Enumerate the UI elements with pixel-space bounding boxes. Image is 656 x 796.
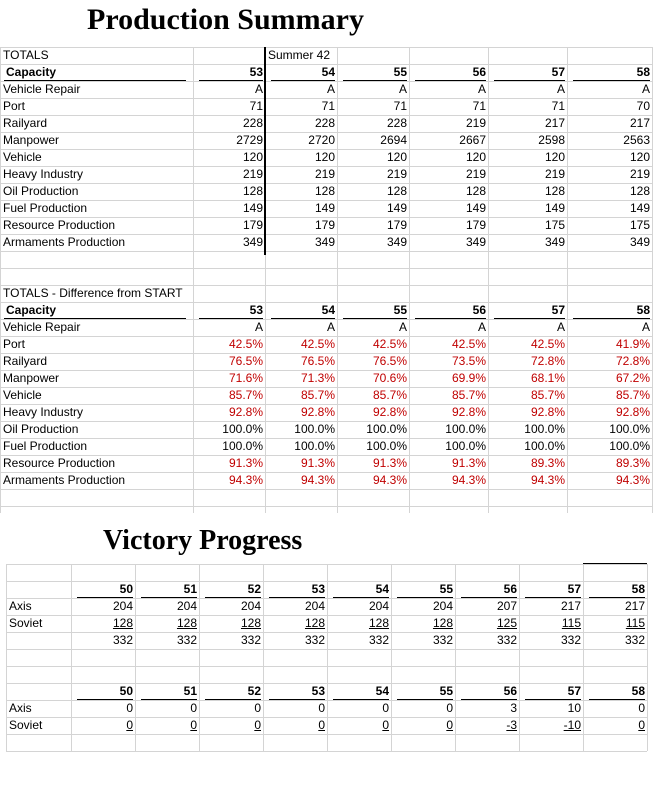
gridline-h <box>0 506 652 507</box>
turn-header: 56 <box>472 65 486 79</box>
axis-points: 204 <box>368 599 389 613</box>
total-points: 332 <box>240 633 261 647</box>
value-cell: 219 <box>242 167 263 181</box>
value-cell: 149 <box>386 201 407 215</box>
gridline-v <box>652 47 653 513</box>
turn-header: 55 <box>393 65 407 79</box>
value-cell: A <box>398 82 407 96</box>
diff-value-cell: A <box>326 320 335 334</box>
value-cell: 70 <box>636 99 650 113</box>
diff-value-cell: 100.0% <box>294 422 335 436</box>
diff-value-cell: A <box>254 320 263 334</box>
diff-value-cell: 72.8% <box>530 354 565 368</box>
diff-value-cell: 100.0% <box>222 439 263 453</box>
totals-label: TOTALS <box>3 48 49 62</box>
victory-turn-header: 55 <box>439 684 453 698</box>
total-points: 332 <box>560 633 581 647</box>
row-label: Heavy Industry <box>3 167 84 181</box>
diff-value-cell: 89.3% <box>530 456 565 470</box>
totals-capacity-header: Capacity <box>6 65 57 79</box>
turn-header: 55 <box>393 303 407 317</box>
victory-turn-header: 55 <box>439 582 453 596</box>
diff-value-cell: 94.3% <box>300 473 335 487</box>
axis-change: 0 <box>638 701 645 715</box>
value-cell: 217 <box>544 116 565 130</box>
turn-header: 53 <box>249 65 263 79</box>
value-cell: 228 <box>386 116 407 130</box>
diff-value-cell: 94.3% <box>615 473 650 487</box>
diff-value-cell: 42.5% <box>372 337 407 351</box>
diff-row-label: Port <box>3 337 26 351</box>
victory-turn-header: 54 <box>375 684 389 698</box>
axis-points: 204 <box>240 599 261 613</box>
diff-value-cell: 94.3% <box>530 473 565 487</box>
axis-label: Axis <box>9 599 32 613</box>
value-cell: 149 <box>629 201 650 215</box>
value-cell: 2694 <box>380 133 407 147</box>
victory-progress-title: Victory Progress <box>103 525 303 556</box>
diff-row-label: Fuel Production <box>3 439 88 453</box>
diff-value-cell: 70.6% <box>372 371 407 385</box>
total-points: 332 <box>496 633 517 647</box>
gridline-v <box>647 564 648 751</box>
soviet-change: 0 <box>638 718 645 732</box>
value-cell: 349 <box>629 235 650 249</box>
victory-turn-header: 57 <box>567 684 581 698</box>
diff-value-cell: A <box>556 320 565 334</box>
value-cell: 349 <box>314 235 335 249</box>
diff-value-cell: 100.0% <box>445 422 486 436</box>
diff-value-cell: 85.7% <box>228 388 263 402</box>
row-label: Armaments Production <box>3 235 126 249</box>
axis-points: 204 <box>304 599 325 613</box>
soviet-change: -10 <box>563 718 581 732</box>
value-cell: 179 <box>465 218 486 232</box>
axis-change: 0 <box>318 701 325 715</box>
diff-value-cell: 100.0% <box>366 422 407 436</box>
row-label: Vehicle <box>3 150 42 164</box>
value-cell: 120 <box>544 150 565 164</box>
diff-value-cell: A <box>477 320 486 334</box>
total-points: 332 <box>624 633 645 647</box>
victory-turn-header: 50 <box>119 582 133 596</box>
value-cell: 349 <box>242 235 263 249</box>
diff-value-cell: 69.9% <box>451 371 486 385</box>
row-label: Vehicle Repair <box>3 82 81 96</box>
axis-change: 0 <box>126 701 133 715</box>
gridline-h <box>0 251 652 252</box>
value-cell: 120 <box>465 150 486 164</box>
diff-value-cell: 92.8% <box>372 405 407 419</box>
soviet-points: 128 <box>304 616 325 630</box>
turn-header: 58 <box>636 65 650 79</box>
value-cell: 349 <box>386 235 407 249</box>
soviet-label: Soviet <box>9 616 43 630</box>
turn-header: 56 <box>472 303 486 317</box>
soviet-change: 0 <box>190 718 197 732</box>
diff-value-cell: 71.6% <box>228 371 263 385</box>
value-cell: 228 <box>242 116 263 130</box>
diff-value-cell: 91.3% <box>228 456 263 470</box>
soviet-points: 115 <box>561 616 581 630</box>
diff-value-cell: 42.5% <box>300 337 335 351</box>
diff-value-cell: 42.5% <box>451 337 486 351</box>
value-cell: 219 <box>629 167 650 181</box>
axis-points: 207 <box>496 599 517 613</box>
turn-header: 54 <box>321 303 335 317</box>
diff-value-cell: 72.8% <box>615 354 650 368</box>
value-cell: 128 <box>314 184 335 198</box>
axis-points: 217 <box>624 599 645 613</box>
row-label: Fuel Production <box>3 201 88 215</box>
diff-value-cell: 92.8% <box>530 405 565 419</box>
value-cell: 219 <box>544 167 565 181</box>
diff-value-cell: 100.0% <box>524 422 565 436</box>
soviet-points: 128 <box>368 616 389 630</box>
value-cell: 228 <box>314 116 335 130</box>
total-points: 332 <box>176 633 197 647</box>
diff-row-label: Heavy Industry <box>3 405 84 419</box>
soviet-change: 0 <box>318 718 325 732</box>
axis-change: 10 <box>567 701 581 715</box>
diff-value-cell: A <box>398 320 407 334</box>
total-points: 332 <box>368 633 389 647</box>
value-cell: A <box>254 82 263 96</box>
victory-turn-header: 51 <box>183 684 197 698</box>
value-cell: 128 <box>629 184 650 198</box>
soviet-change-label: Soviet <box>9 718 43 732</box>
value-cell: 71 <box>472 99 486 113</box>
value-cell: 120 <box>314 150 335 164</box>
victory-turn-header: 50 <box>119 684 133 698</box>
value-cell: 128 <box>465 184 486 198</box>
axis-change-label: Axis <box>9 701 32 715</box>
turn-header: 53 <box>249 303 263 317</box>
soviet-points: 128 <box>176 616 197 630</box>
diff-value-cell: 100.0% <box>445 439 486 453</box>
diff-value-cell: 71.3% <box>300 371 335 385</box>
soviet-points: 128 <box>112 616 133 630</box>
value-cell: 120 <box>242 150 263 164</box>
diff-value-cell: 100.0% <box>524 439 565 453</box>
axis-points: 204 <box>112 599 133 613</box>
value-cell: A <box>477 82 486 96</box>
diff-value-cell: 76.5% <box>300 354 335 368</box>
diff-row-label: Armaments Production <box>3 473 126 487</box>
soviet-change: 0 <box>126 718 133 732</box>
value-cell: 128 <box>544 184 565 198</box>
axis-change: 0 <box>190 701 197 715</box>
diff-value-cell: 100.0% <box>609 422 650 436</box>
value-cell: 179 <box>314 218 335 232</box>
diff-value-cell: 100.0% <box>222 422 263 436</box>
soviet-points: 128 <box>240 616 261 630</box>
diff-value-cell: 92.8% <box>300 405 335 419</box>
value-cell: 219 <box>465 116 486 130</box>
diff-value-cell: 85.7% <box>615 388 650 402</box>
value-cell: 149 <box>242 201 263 215</box>
value-cell: 179 <box>242 218 263 232</box>
axis-points: 204 <box>176 599 197 613</box>
diff-value-cell: 85.7% <box>530 388 565 402</box>
axis-change: 0 <box>254 701 261 715</box>
value-cell: 2563 <box>623 133 650 147</box>
diff-value-cell: 76.5% <box>228 354 263 368</box>
value-cell: 2729 <box>236 133 263 147</box>
value-cell: 128 <box>386 184 407 198</box>
value-cell: 149 <box>465 201 486 215</box>
value-cell: 120 <box>629 150 650 164</box>
value-cell: 349 <box>465 235 486 249</box>
value-cell: 219 <box>314 167 335 181</box>
value-cell: 2667 <box>459 133 486 147</box>
victory-turn-header: 53 <box>311 582 325 596</box>
victory-turn-header: 56 <box>503 582 517 596</box>
diff-row-label: Oil Production <box>3 422 79 436</box>
production-summary-title: Production Summary <box>87 3 364 36</box>
value-cell: 175 <box>629 218 650 232</box>
row-label: Oil Production <box>3 184 79 198</box>
diff-value-cell: A <box>641 320 650 334</box>
value-cell: 149 <box>314 201 335 215</box>
victory-turn-header: 57 <box>567 582 581 596</box>
soviet-change: 0 <box>446 718 453 732</box>
turn-header: 57 <box>551 65 565 79</box>
row-label: Manpower <box>3 133 60 147</box>
diff-value-cell: 85.7% <box>372 388 407 402</box>
turn-header: 58 <box>636 303 650 317</box>
soviet-change: 0 <box>254 718 261 732</box>
diff-row-label: Vehicle <box>3 388 42 402</box>
diff-row-label: Manpower <box>3 371 60 385</box>
victory-turn-header: 53 <box>311 684 325 698</box>
value-cell: A <box>556 82 565 96</box>
period-label: Summer 42 <box>268 48 331 62</box>
value-cell: 2598 <box>538 133 565 147</box>
gridline-h <box>0 489 652 490</box>
diff-value-cell: 91.3% <box>451 456 486 470</box>
value-cell: 2720 <box>308 133 335 147</box>
diff-row-label: Vehicle Repair <box>3 320 81 334</box>
value-cell: 71 <box>321 99 335 113</box>
value-cell: 217 <box>629 116 650 130</box>
diff-value-cell: 42.5% <box>530 337 565 351</box>
turn-header: 57 <box>551 303 565 317</box>
diff-value-cell: 73.5% <box>451 354 486 368</box>
diff-value-cell: 85.7% <box>451 388 486 402</box>
row-label: Railyard <box>3 116 48 130</box>
soviet-change: -3 <box>506 718 517 732</box>
value-cell: 120 <box>386 150 407 164</box>
axis-points: 217 <box>560 599 581 613</box>
turn-header: 54 <box>321 65 335 79</box>
value-cell: A <box>326 82 335 96</box>
diff-value-cell: 85.7% <box>300 388 335 402</box>
diff-value-cell: 42.5% <box>228 337 263 351</box>
axis-change: 0 <box>382 701 389 715</box>
value-cell: 71 <box>551 99 565 113</box>
value-cell: 71 <box>249 99 263 113</box>
value-cell: 219 <box>386 167 407 181</box>
victory-turn-header: 54 <box>375 582 389 596</box>
victory-turn-header: 58 <box>631 684 645 698</box>
victory-turn-header: 51 <box>183 582 197 596</box>
soviet-points: 125 <box>496 616 517 630</box>
diff-value-cell: 91.3% <box>372 456 407 470</box>
soviet-change: 0 <box>382 718 389 732</box>
value-cell: A <box>641 82 650 96</box>
diff-capacity-header: Capacity <box>6 303 57 317</box>
diff-row-label: Railyard <box>3 354 48 368</box>
diff-value-cell: 41.9% <box>615 337 650 351</box>
victory-turn-header: 52 <box>247 582 261 596</box>
soviet-points: 128 <box>432 616 453 630</box>
diff-value-cell: 100.0% <box>609 439 650 453</box>
value-cell: 219 <box>465 167 486 181</box>
value-cell: 149 <box>544 201 565 215</box>
diff-value-cell: 94.3% <box>228 473 263 487</box>
diff-value-cell: 94.3% <box>372 473 407 487</box>
value-cell: 128 <box>242 184 263 198</box>
row-label: Port <box>3 99 26 113</box>
total-points: 332 <box>432 633 453 647</box>
corner-border <box>583 563 647 564</box>
diff-value-cell: 100.0% <box>366 439 407 453</box>
diff-value-cell: 91.3% <box>300 456 335 470</box>
total-points: 332 <box>304 633 325 647</box>
row-label: Resource Production <box>3 218 116 232</box>
soviet-points: 115 <box>625 616 645 630</box>
diff-value-cell: 76.5% <box>372 354 407 368</box>
value-cell: 179 <box>386 218 407 232</box>
diff-value-cell: 92.8% <box>615 405 650 419</box>
value-cell: 71 <box>393 99 407 113</box>
diff-totals-label: TOTALS - Difference from START <box>3 286 183 300</box>
diff-value-cell: 100.0% <box>294 439 335 453</box>
gridline-h <box>6 751 647 752</box>
diff-value-cell: 89.3% <box>615 456 650 470</box>
diff-value-cell: 92.8% <box>228 405 263 419</box>
diff-row-label: Resource Production <box>3 456 116 470</box>
value-cell: 175 <box>544 218 565 232</box>
diff-value-cell: 94.3% <box>451 473 486 487</box>
diff-value-cell: 92.8% <box>451 405 486 419</box>
gridline-h <box>0 268 652 269</box>
victory-turn-header: 56 <box>503 684 517 698</box>
diff-value-cell: 68.1% <box>530 371 565 385</box>
axis-change: 3 <box>510 701 517 715</box>
axis-points: 204 <box>432 599 453 613</box>
diff-value-cell: 67.2% <box>615 371 650 385</box>
total-points: 332 <box>112 633 133 647</box>
victory-turn-header: 52 <box>247 684 261 698</box>
axis-change: 0 <box>446 701 453 715</box>
victory-turn-header: 58 <box>631 582 645 596</box>
value-cell: 349 <box>544 235 565 249</box>
